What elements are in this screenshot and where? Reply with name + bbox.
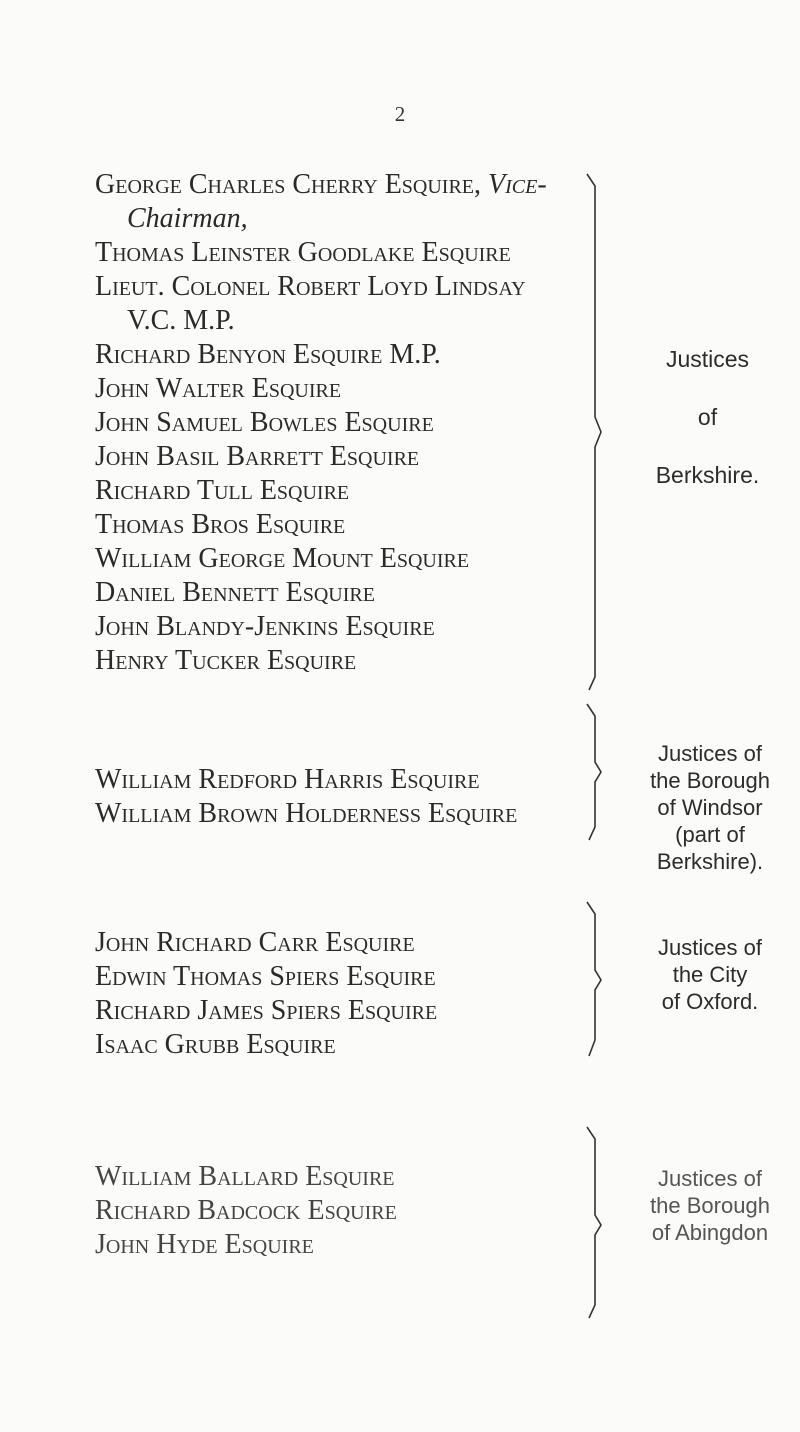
list-item: William George Mount Esquire [95,543,470,574]
label-line: of Abingdon [651,1220,769,1245]
list-item: Isaac Grubb Esquire [95,1029,336,1060]
list-item: Daniel Bennett Esquire [95,577,375,608]
list-item: William Ballard Esquire [95,1161,395,1192]
brace-berkshire [583,172,613,692]
list-item: John Walter Esquire [95,373,342,404]
label-line: Justices of [658,1166,762,1191]
label-line: the Borough [650,1193,770,1218]
abingdon-justices-list [95,1160,397,1262]
list-item: John Samuel Bowles Esquire [95,407,434,438]
windsor-justices-label [620,740,800,875]
page-number: 2 [394,102,406,126]
berkshire-justices-label [615,330,800,504]
list-item: John Blandy-Jenkins Esquire [95,611,435,642]
list-item: Richard James Spiers Esquire [95,995,438,1026]
label-line: (part of [675,822,745,847]
list-item: Richard Benyon Esquire M.P. [95,339,441,370]
list-item: Edwin Thomas Spiers Esquire [95,961,436,992]
list-item [95,168,547,202]
list-item: William Brown Holderness Esquire [95,798,518,829]
list-item: Chairman, [127,203,248,234]
list-item: Thomas Leinster Goodlake Esquire [95,237,511,268]
vice-prefix: Vice- [488,169,547,200]
brace-abingdon [583,1125,613,1320]
label-line: the Borough [650,768,770,793]
brace-windsor [583,702,613,842]
label-line: of Windsor [657,795,763,820]
label-line: of Oxford. [661,989,759,1014]
abingdon-justices-label [620,1165,800,1246]
brace-oxford [583,900,613,1060]
justice-name: George Charles Cherry Esquire, [95,169,482,200]
list-item: Henry Tucker Esquire [95,645,357,676]
berkshire-justices-list [95,168,547,678]
list-item: John Richard Carr Esquire [95,927,415,958]
label-line: the City [672,962,748,987]
list-item: V.C. M.P. [127,305,235,336]
list-item: Lieut. Colonel Robert Loyd Lindsay [95,271,526,302]
list-item: Richard Tull Esquire [95,475,350,506]
oxford-justices-list [95,926,437,1062]
list-item: John Hyde Esquire [95,1229,314,1260]
oxford-justices-label [620,934,800,1015]
label-line: Justices of [658,741,762,766]
list-item: William Redford Harris Esquire [95,764,480,795]
label-line: Justices [665,346,750,372]
label-line: of [697,404,718,430]
label-line: Justices of [658,935,762,960]
windsor-justices-list [95,763,517,831]
label-line: Berkshire). [656,849,764,874]
label-line: Berkshire. [655,462,760,488]
list-item: Richard Badcock Esquire [95,1195,397,1226]
list-item: Thomas Bros Esquire [95,509,346,540]
list-item: John Basil Barrett Esquire [95,441,420,472]
